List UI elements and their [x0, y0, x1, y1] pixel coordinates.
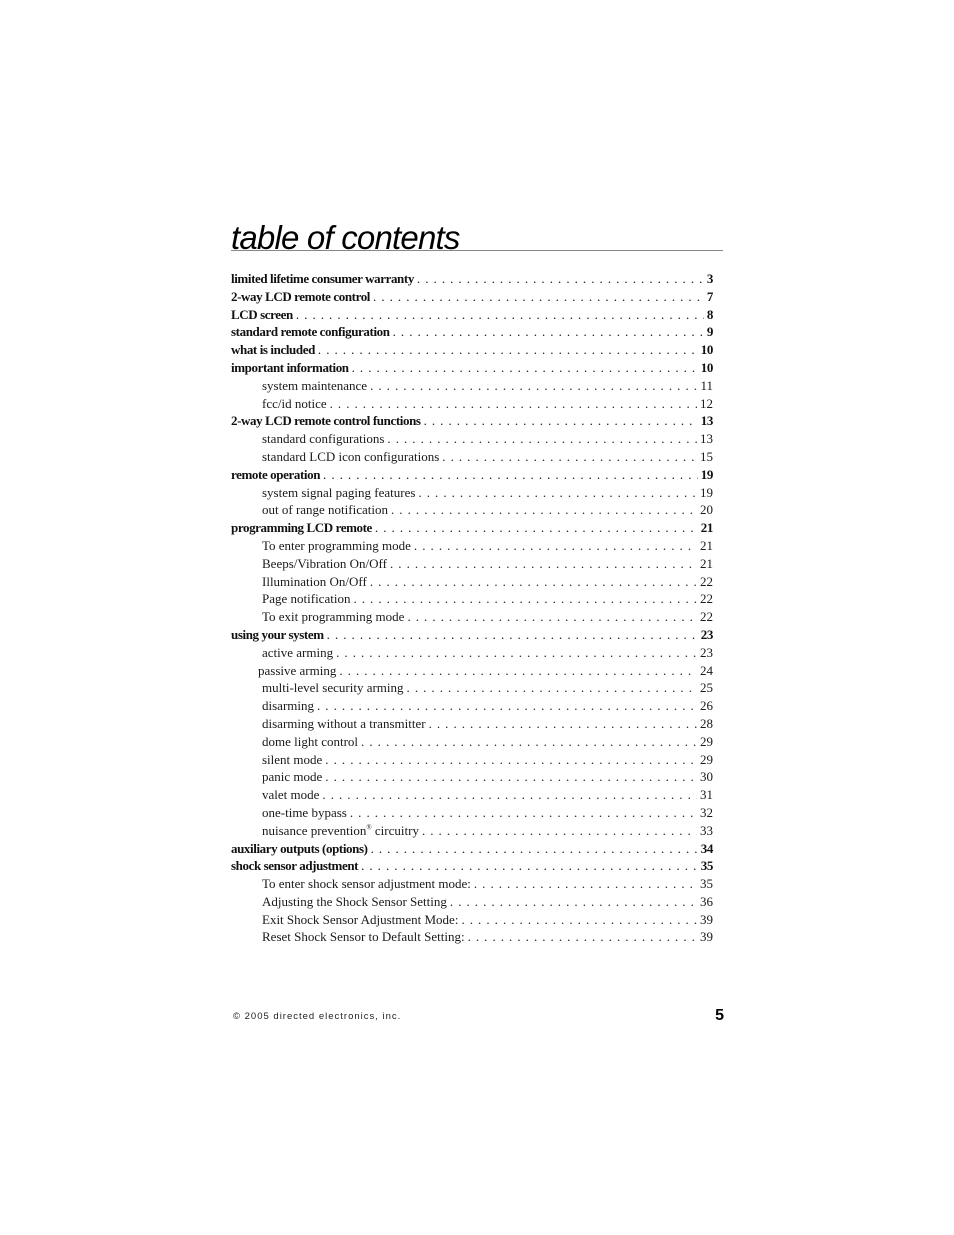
toc-entry-label: nuisance prevention® circuitry [262, 822, 419, 838]
dot-leader [373, 288, 704, 306]
footer-copyright: © 2005 directed electronics, inc. [233, 1011, 402, 1022]
dot-leader [387, 430, 697, 448]
toc-entry-label: To enter programming mode [262, 537, 411, 553]
dot-leader [450, 893, 697, 911]
toc-section-entry[interactable] [231, 626, 713, 644]
dot-leader [417, 270, 704, 288]
toc-entry-label: passive arming [258, 662, 337, 678]
toc-entry-page-number: 34 [700, 840, 713, 856]
dot-leader [325, 768, 697, 786]
toc-section-entry[interactable] [231, 359, 713, 377]
toc-entry-label: out of range notification [262, 502, 388, 518]
toc-entry-page-number: 3 [706, 271, 713, 286]
toc-entry-page-number: 39 [700, 929, 713, 945]
toc-entry-label: programming LCD remote [231, 520, 372, 536]
toc-entry-page-number: 23 [700, 644, 713, 660]
toc-subsection-entry[interactable] [231, 679, 713, 697]
dot-leader [468, 928, 697, 946]
toc-entry-page-number: 32 [700, 804, 713, 820]
toc-entry-label: system signal paging features [262, 484, 416, 500]
toc-entry-label: disarming without a transmitter [262, 715, 426, 731]
dot-leader [414, 537, 697, 555]
dot-leader [318, 341, 698, 359]
toc-entry-page-number: 10 [700, 342, 713, 358]
dot-leader [393, 323, 704, 341]
toc-entry-label: LCD screen [231, 306, 293, 322]
toc-entry-label: Page notification [262, 591, 351, 607]
dot-leader [474, 875, 697, 893]
toc-entry-page-number: 19 [700, 484, 713, 500]
toc-entry-label: standard remote configuration [231, 324, 390, 340]
toc-entry-page-number: 12 [700, 395, 713, 411]
dot-leader [418, 484, 697, 502]
toc-entry-label: Adjusting the Shock Sensor Setting [262, 893, 447, 909]
toc-subsection-entry[interactable] [231, 733, 713, 751]
dot-leader [370, 377, 697, 395]
dot-leader [353, 590, 697, 608]
toc-subsection-entry[interactable] [231, 555, 713, 573]
toc-section-entry[interactable] [231, 412, 713, 430]
toc-entry-page-number: 24 [700, 662, 713, 678]
toc-entry-label: valet mode [262, 787, 320, 803]
toc-section-entry[interactable] [231, 306, 713, 324]
toc-entry-page-number: 29 [700, 751, 713, 767]
toc-subsection-entry[interactable] [231, 751, 713, 769]
toc-section-entry[interactable] [231, 519, 713, 537]
toc-subsection-entry[interactable] [231, 608, 713, 626]
dot-leader [461, 911, 697, 929]
toc-subsection-entry[interactable] [231, 501, 713, 519]
dot-leader [442, 448, 697, 466]
toc-subsection-entry[interactable] [231, 786, 713, 804]
toc-entry-label: what is included [231, 342, 315, 358]
toc-subsection-entry[interactable] [231, 644, 713, 662]
toc-entry-page-number: 31 [700, 787, 713, 803]
toc-entry-label: important information [231, 359, 349, 375]
toc-entry-label: 2-way LCD remote control functions [231, 413, 421, 429]
toc-entry-page-number: 23 [700, 626, 713, 642]
dot-leader [330, 395, 697, 413]
toc-entry-label: silent mode [262, 751, 323, 767]
toc-entry-page-number: 36 [700, 893, 713, 909]
toc-subsection-entry[interactable] [231, 715, 713, 733]
toc-entry-page-number: 11 [700, 377, 713, 393]
dot-leader [407, 608, 697, 626]
toc-entry-page-number: 10 [700, 359, 713, 375]
toc-entry-page-number: 35 [700, 876, 713, 892]
toc-subsection-entry[interactable] [231, 893, 713, 911]
toc-entry-page-number: 20 [700, 502, 713, 518]
dot-leader [322, 786, 697, 804]
toc-subsection-entry[interactable] [231, 697, 713, 715]
dot-leader [361, 857, 698, 875]
toc-entry-page-number: 33 [700, 822, 713, 838]
toc-entry-page-number: 26 [700, 698, 713, 714]
dot-leader [361, 733, 697, 751]
page-title: table of contents [231, 219, 460, 256]
dot-leader [391, 501, 697, 519]
toc-entry-page-number: 30 [700, 769, 713, 785]
toc-entry-label: To exit programming mode [262, 609, 405, 625]
title-divider [231, 250, 723, 251]
toc-section-entry[interactable] [231, 270, 713, 288]
toc-subsection-entry[interactable] [231, 448, 713, 466]
dot-leader [390, 555, 697, 573]
toc-subsection-entry[interactable] [231, 590, 713, 608]
toc-entry-label: auxiliary outputs (options) [231, 840, 368, 856]
dot-leader [424, 412, 698, 430]
toc-entry-page-number: 13 [700, 413, 713, 429]
dot-leader [352, 359, 698, 377]
toc-entry-label: limited lifetime consumer warranty [231, 271, 414, 286]
toc-entry-label: standard configurations [262, 431, 385, 447]
toc-subsection-entry[interactable] [231, 875, 713, 893]
dot-leader [317, 697, 697, 715]
toc-entry-page-number: 35 [700, 858, 713, 874]
toc-entry-label: active arming [262, 644, 334, 660]
dot-leader [323, 466, 698, 484]
toc-entry-page-number: 29 [700, 733, 713, 749]
toc-entry-page-number: 22 [700, 573, 713, 589]
toc-subsection-entry[interactable] [231, 395, 713, 413]
toc-entry-page-number: 25 [700, 680, 713, 696]
toc-subsection-entry[interactable] [231, 804, 713, 822]
toc-subsection-entry[interactable] [231, 662, 713, 680]
dot-leader [339, 662, 697, 680]
toc-entry-label: Reset Shock Sensor to Default Setting: [262, 929, 465, 945]
dot-leader [407, 679, 697, 697]
toc-entry-label: Beeps/Vibration On/Off [262, 555, 387, 571]
toc-subsection-entry[interactable] [231, 768, 713, 786]
toc-entry-label: using your system [231, 626, 324, 642]
dot-leader [375, 519, 698, 537]
toc-entry-page-number: 21 [700, 555, 713, 571]
toc-subsection-entry[interactable] [231, 822, 713, 840]
toc-entry-label: dome light control [262, 733, 359, 749]
toc-section-entry[interactable] [231, 840, 713, 858]
toc-section-entry[interactable] [231, 323, 713, 341]
toc-entry-label: system maintenance [262, 377, 368, 393]
toc-entry-page-number: 7 [706, 288, 713, 304]
dot-leader [327, 626, 698, 644]
toc-subsection-entry[interactable] [231, 573, 713, 591]
dot-leader [336, 644, 697, 662]
toc-entry-page-number: 39 [700, 911, 713, 927]
page-number: 5 [715, 1007, 724, 1024]
toc-entry-page-number: 13 [700, 431, 713, 447]
toc-entry-label: standard LCD icon configurations [262, 448, 440, 464]
toc-entry-label: Illumination On/Off [262, 573, 367, 589]
toc-entry-label: To enter shock sensor adjustment mode: [262, 876, 471, 892]
toc-entry-page-number: 22 [700, 609, 713, 625]
table-of-contents [231, 270, 713, 946]
toc-entry-label: 2-way LCD remote control [231, 288, 371, 304]
toc-entry-page-number: 9 [706, 324, 713, 340]
toc-subsection-entry[interactable] [231, 484, 713, 502]
toc-entry-page-number: 28 [700, 715, 713, 731]
toc-entry-label: panic mode [262, 769, 323, 785]
dot-leader [325, 751, 697, 769]
toc-entry-label: disarming [262, 698, 314, 714]
dot-leader [370, 573, 697, 591]
registered-trademark-mark: ® [366, 823, 372, 832]
toc-section-entry[interactable] [231, 341, 713, 359]
toc-entry-page-number: 21 [700, 537, 713, 553]
dot-leader [422, 822, 697, 840]
toc-entry-label: Exit Shock Sensor Adjustment Mode: [262, 911, 459, 927]
dot-leader [296, 306, 704, 324]
toc-entry-page-number: 22 [700, 591, 713, 607]
toc-entry-label: fcc/id notice [262, 395, 327, 411]
toc-entry-label: one-time bypass [262, 804, 347, 820]
toc-entry-label: remote operation [231, 466, 321, 482]
toc-subsection-entry[interactable] [231, 430, 713, 448]
toc-section-entry[interactable] [231, 466, 713, 484]
toc-entry-page-number: 19 [700, 466, 713, 482]
toc-entry-label: multi-level security arming [262, 680, 404, 696]
toc-entry-page-number: 21 [700, 520, 713, 536]
toc-entry-label: shock sensor adjustment [231, 858, 359, 874]
toc-section-entry[interactable] [231, 288, 713, 306]
toc-subsection-entry[interactable] [231, 928, 713, 946]
toc-subsection-entry[interactable] [231, 911, 713, 929]
toc-entry-page-number: 15 [700, 448, 713, 464]
dot-leader [429, 715, 697, 733]
dot-leader [350, 804, 697, 822]
dot-leader [371, 840, 698, 858]
toc-section-entry[interactable] [231, 857, 713, 875]
toc-subsection-entry[interactable] [231, 377, 713, 395]
toc-subsection-entry[interactable] [231, 537, 713, 555]
toc-entry-page-number: 8 [706, 306, 713, 322]
